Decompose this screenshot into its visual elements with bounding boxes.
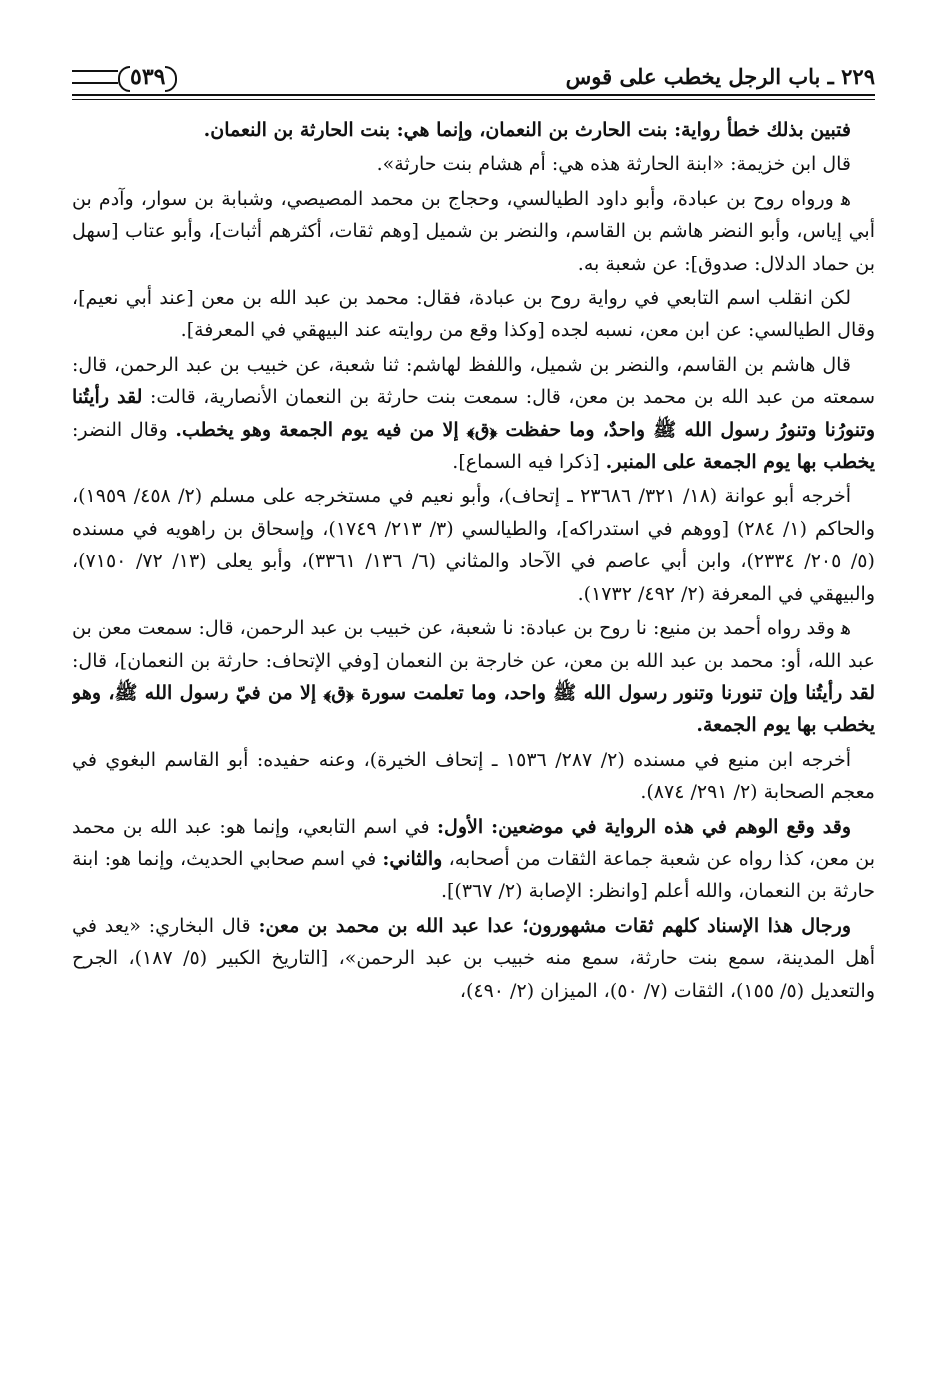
paragraph — [72, 744, 875, 809]
text-segment: قال البخاري: «يعد في أهل المدينة، سمع بنت حارثة، سمع منه خبيب بن عبد الرحمن»، [التاريخ الكبير (٥/ ١٨٧)، الجرح والتعديل (٥/ ١٥٥)، الثقات (٧/ ٥٠)، الميزان (٢/ ٤٩٠)، — [72, 914, 875, 1002]
paragraph — [72, 480, 875, 610]
paragraph — [72, 811, 875, 908]
paragraph — [72, 183, 875, 280]
header-rule-thin — [72, 99, 875, 100]
page-number-ornament — [72, 64, 175, 90]
bold-text-segment: فتبين بذلك خطأ رواية: بنت الحارث بن النعمان، وإنما هي: بنت الحارثة بن النعمان. — [203, 119, 851, 141]
text-segment: وقال النضر: — [72, 418, 176, 441]
bold-text-segment: لقد رأيتُنا وتنورُنا وتنورُ رسول الله ﷺ واحدٌ، وما حفظت ﴿ق﴾ إلا من فيه يوم الجمعة وهو يخطب. — [72, 386, 875, 441]
text-segment: أخرجه ابن منيع في مسنده (٢/ ٢٨٧/ ١٥٣٦ ـ إتحاف الخيرة)، وعنه حفيده: أبو القاسم البغوي في معجم الصحابة (٢/ ٢٩١/ ٨٧٤). — [72, 748, 875, 804]
paragraph — [72, 148, 875, 180]
bold-text-segment: لقد رأيتُنا وإن تنورنا وتنور رسول الله ﷺ واحد، وما تعلمت سورة ﴿ق﴾ إلا من فيّ رسول الله ﷺ، وهو يخطب بها يوم الجمعة. — [72, 681, 875, 737]
text-segment: ﻫ وقد رواه أحمد بن منيع: نا روح بن عبادة: نا شعبة، عن خبيب بن عبد الرحمن، قال: سمعت معن بن عبد الله، أو: محمد بن عبد الله بن معن، عن خارجة بن النعمان [وفي الإتحاف: حارثة بن النعمان]، قال: — [72, 617, 875, 672]
text-segment: قال ابن خزيمة: «ابنة الحارثة هذه هي: أم هشام بنت حارثة». — [376, 153, 851, 176]
ornament-lines — [72, 70, 118, 84]
bold-text-segment: وقد وقع الوهم في هذه الرواية في موضعين: الأول: — [437, 815, 851, 838]
bold-text-segment: والثاني: — [382, 847, 443, 870]
paragraph — [72, 612, 875, 742]
chapter-title: ٢٢٩ ـ باب الرجل يخطب على قوس — [565, 64, 875, 89]
book-page — [72, 50, 875, 1350]
text-segment: قال هاشم بن القاسم، والنضر بن شميل، واللفظ لهاشم: ثنا شعبة، عن خبيب بن عبد الرحمن، قال: سمعته من عبد الله بن محمد بن معن، قال: سمعت بنت حارثة بن النعمان الأنصارية، قالت: — [72, 353, 875, 409]
page-number: ٥٣٩ — [120, 64, 175, 90]
paragraph — [72, 349, 875, 479]
text-segment: في اسم صحابي الحديث، وإنما هو: ابنة حارثة بن النعمان، والله أعلم [وانظر: الإصابة (٢/ ٣٦٧)]. — [72, 847, 875, 903]
text-segment: لكن انقلب اسم التابعي في رواية روح بن عبادة، فقال: محمد بن عبد الله بن معن [عند أبي نعيم]، وقال الطيالسي: عن ابن معن، نسبه لجده [وكذا وقع من روايته عند البيهقي في المعرفة]. — [72, 287, 875, 342]
bold-text-segment: يخطب بها يوم الجمعة على المنبر. — [605, 451, 875, 474]
paragraph — [72, 114, 875, 146]
page-body — [72, 114, 875, 1007]
text-segment: [ذكرا فيه السماع]. — [452, 451, 606, 474]
paragraph — [72, 282, 875, 347]
paragraph — [72, 910, 875, 1007]
page-header — [72, 50, 875, 102]
bold-text-segment: ورجال هذا الإسناد كلهم ثقات مشهورون؛ عدا عبد الله بن محمد بن معن: — [258, 914, 851, 937]
text-segment: في اسم التابعي، وإنما هو: عبد الله بن محمد بن معن، كذا رواه عن شعبة جماعة الثقات من أصحابه، — [72, 815, 875, 870]
header-rule — [72, 94, 875, 96]
text-segment: أخرجه أبو عوانة (١٨/ ٣٢١/ ٢٣٦٨٦ ـ إتحاف)، وأبو نعيم في مستخرجه على مسلم (٢/ ٤٥٨/ ١٩٥٩)، والحاكم (١/ ٢٨٤) [ووهم في استدراكه]، والطيالسي (٣/ ٢١٣/ ١٧٤٩)، وإسحاق بن راهويه في مسنده (٥/ ٢٠٥/ ٢٣٣٤)، وابن أبي عاصم في الآحاد والمثاني (٦/ ١٣٦/ ٣٣٦١)، وأبو يعلى (١٣/ ٧٢/ ٧١٥٠)، والبيهقي في المعرفة (٢/ ٤٩٢/ ١٧٣٢). — [72, 485, 875, 605]
text-segment: ﻫ ورواه روح بن عبادة، وأبو داود الطيالسي، وحجاج بن محمد المصيصي، وشبابة بن سوار، وآدم بن أبي إياس، وأبو النضر هاشم بن القاسم، والنضر بن شميل [وهم ثقات، أكثرهم أثبات]، وأبو عتاب [سهل بن حماد الدلال: صدوق]: عن شعبة به. — [72, 187, 875, 275]
